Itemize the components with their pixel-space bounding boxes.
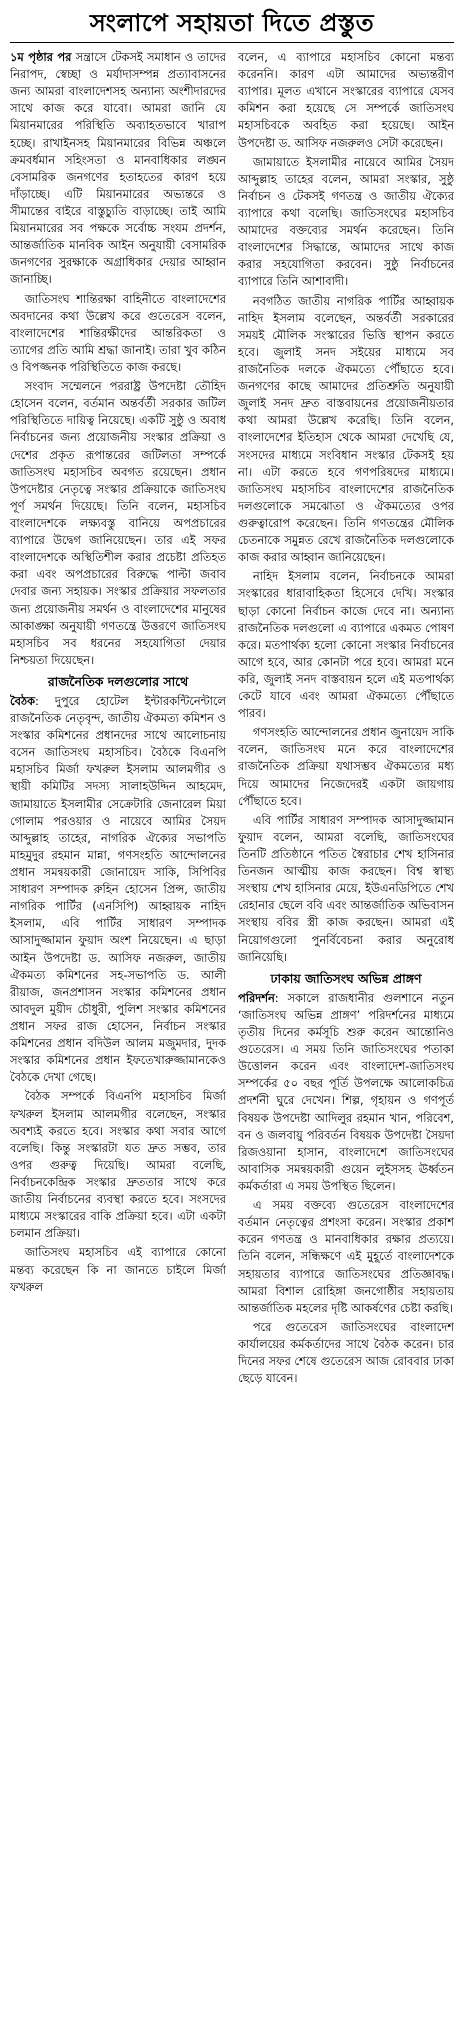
- paragraph: জাতিসংঘ মহাসচিব এই ব্যাপারে কোনো মন্তব্য করেছেন কি না জানতে চাইলে মির্জা ফখরুল: [10, 1245, 226, 1294]
- paragraph-text: সন্ত্রাসে টেকসই সমাধান ও তাদের নিরাপদ, স্বেচ্ছা ও মর্যাদাসম্পন্ন প্রত্যাবাসনের জন্য আমরা বাংলাদেশসহ অন্যান্য অংশীদারদের সাথে কাজ করে যাবো। আমরা জানি যে মিয়ানমারের পরিস্থিতি অব্যাহতভাবে খারাপ হচ্ছে। রাখাইনসহ মিয়ানমারের বিভিন্ন অঞ্চলে ক্রমবর্ধমান সহিংসতা ও মানবাধিকার লঙ্ঘন বেসামরিক জনগণের হতাহতের কারণ হয়ে দাঁড়াচ্ছে। এটি মিয়ানমারের অভ্যন্তরে ও সীমান্তের বাইরে বাস্তুচ্যুতি বাড়াচ্ছে। তাই আমি মিয়ানমারের সব পক্ষকে সর্বোচ্চ সংযম প্রদর্শন, আন্তর্জাতিক মানবিক আইন অনুযায়ী বেসামরিক জনগণের সুরক্ষাকে অগ্রাধিকার দেয়ার আহ্বান জানাচ্ছি।: [10, 50, 226, 287]
- article-body: [10, 49, 454, 2017]
- paragraph: জামায়াতে ইসলামীর নায়েবে আমির সৈয়দ আব্দুল্লাহ তাহের বলেন, আমরা সংস্কার, সুষ্ঠু নির্বাচন ও টেকসই গণতন্ত্র ও জাতীয় ঐক্যের ব্যাপারে কথা বলেছি। জাতিসংঘের মহাসচিব আমাদের বক্তব্যের সমর্থন করেছেন। তিনি বাংলাদেশের সিদ্ধান্তে, আমাদের সাথে কাজ করার সহযোগিতা করবেন। সুষ্ঠু নির্বাচনের ব্যাপারে তিনি আশাবাদী।: [238, 154, 454, 289]
- subheading: ঢাকায় জাতিসংঘ অভিন্ন প্রাঙ্গণ: [270, 970, 422, 986]
- paragraph: বৈঠক সম্পর্কে বিএনপি মহাসচিব মির্জা ফখরুল ইসলাম আলমগীর বলেছেন, সংস্কার অবশ্যই করতে হবে। সংস্কার কথা সবার আগে বলেছি। কিন্তু সংস্কারটা যত দ্রুত সম্ভব, তার ওপর গুরুত্ব দিয়েছি। আমরা বলেছি, নির্বাচনকেন্দ্রিক সংস্কার দ্রুততার সাথে করে জাতীয় নির্বাচনের ব্যবস্থা করতে হবে। সংসদের মাধ্যমে সংস্কারের বাকি প্রক্রিয়া হবে। এটা একটা চলমান প্রক্রিয়া।: [10, 1089, 226, 1241]
- right-column: [238, 49, 454, 2017]
- paragraph: সংবাদ সম্মেলনে পররাষ্ট্র উপদেষ্টা তৌহিদ হোসেন বলেন, বর্তমান অন্তর্বর্তী সরকার জটিল পরিস্থিতিতে দায়িত্ব নিয়েছে। একটি সুষ্ঠু ও অবাধ নির্বাচনের জন্য প্রয়োজনীয় সংস্কার প্রক্রিয়া ও দেশের প্রকৃত রূপান্তরের জটিলতা সম্পর্কে জাতিসংঘ মহাসচিব অবগত রয়েছেন। প্রধান উপদেষ্টার নেতৃত্বে সংস্কার প্রক্রিয়াকে জাতিসংঘ পূর্ণ সমর্থন দিয়েছে। তিনি বলেন, মহাসচিব বাংলাদেশকে লক্ষ্যবস্তু বানিয়ে অপপ্রচারের ব্যাপারে উদ্বেগ জানিয়েছেন। তার এই সফর বাংলাদেশকে অস্থিতিশীল করার প্রচেষ্টা প্রতিহত করা এবং অপপ্রচারের বিরুদ্ধে পাল্টা জবাব দেবার জন্য সহায়ক। সংস্কার প্রক্রিয়ার সফলতার জন্য প্রয়োজনীয় সমর্থন ও বাংলাদেশের মানুষের আকাঙ্ক্ষা অনুযায়ী গণতন্ত্রে উত্তরণে জাতিসংঘ মহাসচিব সব ধরনের সহযোগিতা দেয়ার নিশ্চয়তা দিয়েছেন।: [10, 379, 226, 667]
- paragraph: এ সময় বক্তব্যে গুতেরেস বাংলাদেশের বর্তমান নেতৃত্বের প্রশংসা করেন। সংস্কার প্রকাশ করেন গণতন্ত্র ও মানবাধিকার রক্ষার প্রত্যয়ে। তিনি বলেন, সন্ধিক্ষণে এই মুহূর্তে বাংলাদেশকে সহায়তার ব্যাপারে জাতিসংঘের প্রতিজ্ঞাবদ্ধ। আমরা বিশাল রোহিঙ্গা জনগোষ্ঠীর সহায়তায় আন্তর্জাতিক মহলের দৃষ্টি আকর্ষণের চেষ্টা করছি।: [238, 1198, 454, 1315]
- subheading: রাজনৈতিক দলগুলোর সাথে: [47, 673, 189, 689]
- paragraph: এবি পার্টির সাধারণ সম্পাদক আসাদুজ্জামান ফুয়াদ বলেন, আমরা বলেছি, জাতিসংঘের তিনটি প্রতিষ্ঠানে পতিত স্বৈরাচার শেখ হাসিনার তিনজন আত্মীয় কাজ করছেন। বিশ্ব স্বাস্থ্য সংস্থায় শেখ হাসিনার মেয়ে, ইউএনডিপিতে শেখ রেহানার ছেলে ববি এবং আন্তর্জাতিক অভিবাসন সংস্থায় ববির স্ত্রী কাজ করছেন। আমরা এই নিয়োগগুলো পুনর্বিবেচনা করার অনুরোধ জানিয়েছি।: [238, 812, 454, 964]
- subheading-lead: পরিদর্শন: [238, 990, 275, 1005]
- article-headline: সংলাপে সহায়তা দিতে প্রস্তুত: [89, 9, 375, 37]
- headline-divider: [10, 42, 454, 43]
- paragraph: নবগঠিত জাতীয় নাগরিক পার্টির আহ্বায়ক নাহিদ ইসলাম বলেছেন, অন্তর্বর্তী সরকারের সময়ই মৌলিক সংস্কারের ভিত্তি স্থাপন করতে হবে। জুলাই সনদ সইয়ের মাধ্যমে সব রাজনৈতিক দলকে ঐকমত্যে পৌঁছাতে হবে। জনগণের কাছে আমাদের প্রতিশ্রুতি অনুযায়ী জুলাই সনদ দ্রুত বাস্তবায়নের প্রয়োজনীয়তার কথা আমরা উল্লেখ করেছি। তিনি বলেন, বাংলাদেশের ইতিহাস থেকে আমরা দেখেছি যে, সংসদের মাধ্যমে সংবিধান সংস্কার টেকসই হয় না। এটা করতে হবে গণপরিষদের মাধ্যমে। জাতিসংঘ মহাসচিব বাংলাদেশের রাজনৈতিক দলগুলোকে সমঝোতা ও ঐকমত্যের ওপর গুরুত্বারোপ করেছেন। তিনি গণতন্ত্রের মৌলিক চেতনাকে সমুন্নত রেখে রাজনৈতিক দলগুলোকে কাজ করার আহ্বান জানিয়েছেন।: [238, 293, 454, 565]
- paragraph: জাতিসংঘ শান্তিরক্ষা বাহিনীতে বাংলাদেশের অবদানের কথা উল্লেখ করে গুতেরেস বলেন, বাংলাদেশের শান্তিরক্ষীদের আন্তরিকতা ও ত্যাগের প্রতি আমি শ্রদ্ধা জানাই। তারা খুব কঠিন ও বিপজ্জনক পরিস্থিতিতে কাজ করছে।: [10, 291, 226, 374]
- paragraph: [10, 49, 226, 289]
- subheading-lead: বৈঠক: [10, 693, 36, 708]
- paragraph: [238, 990, 454, 1195]
- paragraph-text: : সকালে রাজধানীর গুলশানে নতুন ‘জাতিসংঘ অভিন্ন প্রাঙ্গণ’ পরিদর্শনের মাধ্যমে তৃতীয় দিনের কর্মসূচি শুরু করেন আন্তোনিও গুতেরেস। এ সময় তিনি জাতিসংঘের পতাকা উত্তোলন করেন এবং বাংলাদেশ-জাতিসংঘ সম্পর্কের ৫০ বছর পূর্তি উপলক্ষে আলোকচিত্র প্রদর্শনী ঘুরে দেখেন। শিল্প, গৃহায়ন ও গণপূর্ত বিষয়ক উপদেষ্টা আদিলুর রহমান খান, পরিবেশ, বন ও জলবায়ু পরিবর্তন বিষয়ক উপদেষ্টা সৈয়দা রিজওয়ানা হাসান, বাংলাদেশে জাতিসংঘের আবাসিক সমন্বয়কারী গুয়েন লুইসসহ ঊর্ধ্বতন কর্মকর্তারা এ সময় উপস্থিত ছিলেন।: [238, 990, 454, 1193]
- paragraph: নাহিদ ইসলাম বলেন, নির্বাচনকে আমরা সংস্কারের ধারাবাহিকতা হিসেবে দেখি। সংস্কার ছাড়া কোনো নির্বাচন কাজে দেবে না। অন্যান্য রাজনৈতিক দলগুলো এ ব্যাপারে একমত পোষণ করে। মতপার্থক্য হলো কোনো সংস্কার নির্বাচনের আগে হবে, আর কোনটা পরে হবে। আমরা মনে করি, জুলাই সনদ বাস্তবায়ন হলে এই মতপার্থক্য কেটে যাবে এবং আমরা ঐকমত্যে পৌঁছাতে পারব।: [238, 569, 454, 721]
- paragraph: বলেন, এ ব্যাপারে মহাসচিব কোনো মন্তব্য করেননি। কারণ এটা আমাদের অভ্যন্তরীণ ব্যাপার। মূলত এখানে সংস্কারের ব্যাপারে যেসব কমিশন করা হয়েছে সে সম্পর্কে জাতিসংঘ মহাসচিবকে অবহিত করা হয়েছে। আইন উপদেষ্টা ড. আসিফ নজরুলও সেটা করেছেন।: [238, 50, 454, 150]
- continuation-label: ১ম পৃষ্ঠার পর: [10, 50, 72, 64]
- paragraph: [10, 693, 226, 1087]
- paragraph: পরে গুতেরেস জাতিসংঘের বাংলাদেশ কার্যালয়ের কর্মকর্তাদের সাথে বৈঠক করেন। চার দিনের সফর শেষে গুতেরেস আজ রোববার ঢাকা ছেড়ে যাবেন।: [238, 1319, 454, 1386]
- paragraph-text: : দুপুরে হোটেল ইন্টারকন্টিনেন্টালে রাজনৈতিক নেতৃবৃন্দ, জাতীয় ঐকমত্য কমিশন ও সংস্কার কমিশনের প্রধানদের সাথে আলোচনায় বসেন জাতিসংঘ মহাসচিব। বৈঠকে বিএনপি মহাসচিব মির্জা ফখরুল ইসলাম আলমগীর ও স্থায়ী কমিটির সদস্য সালাহউদ্দিন আহমেদ, জামায়াতে ইসলামীর সেক্রেটারি জেনারেল মিয়া গোলাম পরওয়ার ও নায়েবে আমির সৈয়দ আব্দুল্লাহ তাহের, নাগরিক ঐক্যের সভাপতি মাহমুদুর রহমান মান্না, গণসংহতি আন্দোলনের প্রধান সমন্বয়কারী জোনায়েদ সাকি, সিপিবির সাধারণ সম্পাদক রুহিন হোসেন প্রিন্স, জাতীয় নাগরিক পার্টির (এনসিপি) আহ্বায়ক নাহিদ ইসলাম, এবি পার্টির সাধারণ সম্পাদক আসাদুজ্জামান ফুয়াদ অংশ নিয়েছেন। এ ছাড়া আইন উপদেষ্টা ড. আসিফ নজরুল, জাতীয় ঐকমত্য কমিশনের সহ-সভাপতি ড. আলী রীয়াজ, জনপ্রশাসন সংস্কার কমিশনের প্রধান আবদুল মুয়ীদ চৌধুরী, পুলিশ সংস্কার কমিশনের প্রধান সফর রাজ হোসেন, নির্বাচন সংস্কার কমিশনের প্রধান বদিউল আলম মজুমদার, দুদক সংস্কার কমিশনের প্রধান ইফতেখারুজ্জামানকেও বৈঠকে দেখা গেছে।: [10, 693, 226, 1085]
- left-column: [10, 49, 226, 2017]
- paragraph: গণসংহতি আন্দোলনের প্রধান জুনায়েদ সাকি বলেন, জাতিসংঘ মনে করে বাংলাদেশের রাজনৈতিক প্রক্রিয়া যথাসম্ভব ঐকমত্যের মধ্য দিয়ে আমাদের নিজেদেরই একটা জায়গায় পৌঁছাতে হবে।: [238, 725, 454, 808]
